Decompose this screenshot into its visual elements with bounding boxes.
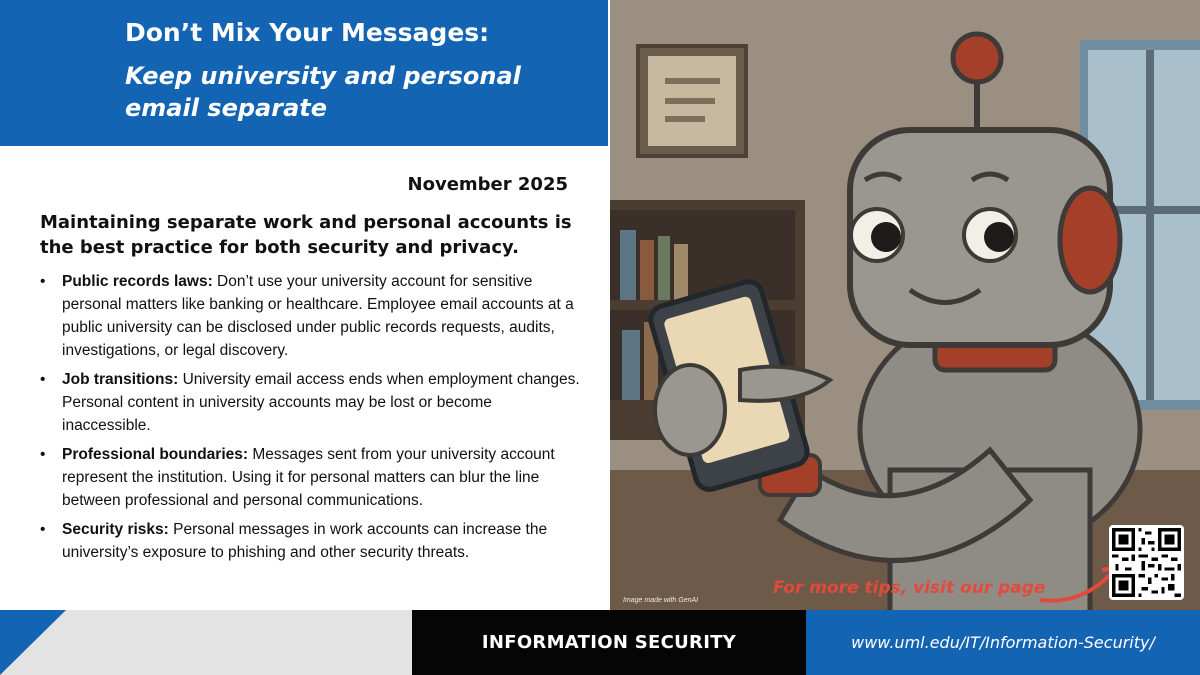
header-banner (0, 0, 608, 146)
list-item (40, 368, 580, 437)
footer-url-panel[interactable] (806, 610, 1200, 675)
bullet-term: Public records laws: (62, 273, 213, 290)
footer-label-panel (412, 610, 806, 675)
page-subtitle: Keep university and personal email separate (125, 62, 521, 122)
tips-link-text[interactable]: For more tips, visit our page (773, 578, 1046, 598)
lead-paragraph: Maintaining separate work and personal accounts is the best practice for both security and privacy. (40, 212, 572, 258)
bullet-term: Job transitions: (62, 371, 179, 388)
qr-code-icon[interactable] (1109, 525, 1184, 600)
footer-url-link[interactable]: www.uml.edu/IT/Information-Security/ (851, 633, 1155, 652)
page-title: Don’t Mix Your Messages: (125, 18, 490, 47)
image-credit: Image made with GenAI (623, 597, 699, 604)
date-label: November 2025 (407, 174, 568, 195)
footer-label: INFORMATION SECURITY (481, 632, 737, 653)
bullet-term: Professional boundaries: (62, 446, 249, 463)
bullet-text: Messages sent from your university account represent the institution. Using it for personal matters can blur the line between professional and personal communications. (62, 446, 555, 509)
robot-illustration-icon (610, 0, 1200, 610)
bullet-text: Personal messages in work accounts can increase the university’s exposure to phishing and other security threats. (62, 521, 548, 561)
list-item (40, 518, 580, 564)
qr-code-icon (1112, 528, 1181, 597)
tips-list (40, 270, 580, 570)
list-item (40, 270, 580, 362)
footer-left-panel (0, 610, 412, 675)
robot-illustration (610, 0, 1200, 610)
list-item (40, 443, 580, 512)
bullet-text: Don’t use your university account for sensitive personal matters like banking or healthcare. Employee email accounts at a public university can be disclosed under public records requests, audits, investigations, or legal discovery. (62, 273, 574, 359)
bullet-text: University email access ends when employment changes. Personal content in university accounts may be lost or become inaccessible. (62, 371, 580, 434)
bullet-term: Security risks: (62, 521, 169, 538)
footer-stripe-decoration (0, 610, 412, 675)
